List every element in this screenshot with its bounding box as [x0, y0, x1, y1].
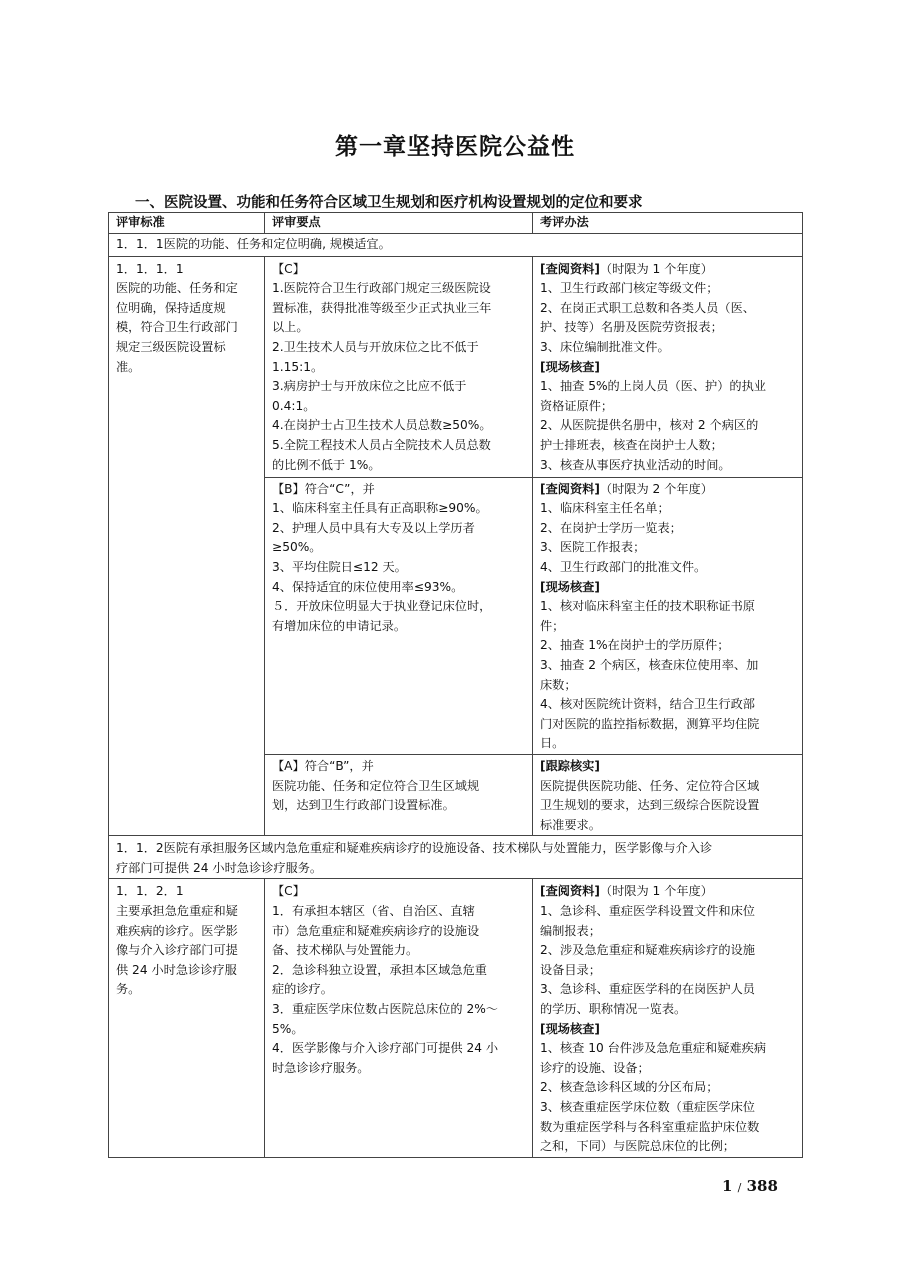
text-line: 资格证原件； — [540, 398, 614, 413]
text-line: 2、涉及急危重症和疑难疾病诊疗的设施 — [540, 943, 755, 958]
text-line: 的学历、职称情况一览表。 — [540, 1002, 687, 1017]
text-line: 1．有承担本辖区（省、自治区、直辖 — [272, 904, 475, 919]
text-line: 医院提供医院功能、任务、定位符合区域 — [540, 778, 760, 793]
text-line: 【B】符合“C”，并 — [272, 481, 375, 496]
header-points: 评审要点 — [265, 213, 533, 234]
method-review-items — [540, 902, 797, 1020]
method-track-heading: [跟踪核实] — [540, 758, 600, 773]
methods-cell-c — [533, 879, 803, 1157]
text-line: 主要承担急危重症和疑 — [116, 904, 238, 919]
text-line: 3.病房护士与开放床位之比应不低于 — [272, 379, 467, 394]
text-line: 医院的功能、任务和定 — [116, 281, 238, 296]
text-line: 2.卫生技术人员与开放床位之比不低于 — [272, 339, 479, 354]
text-line: 供 24 小时急诊诊疗服 — [116, 962, 237, 977]
text-line: 2、核查急诊科区域的分区布局； — [540, 1080, 719, 1095]
text-line: 3、平均住院日≤12 天。 — [272, 559, 407, 574]
text-line: 1.医院符合卫生行政部门规定三级医院设 — [272, 281, 491, 296]
text-line: 日。 — [540, 736, 565, 751]
group-heading-row — [109, 836, 803, 879]
text-line: 1、核对临床科室主任的技术职称证书原 — [540, 599, 755, 614]
text-line: 市）急危重症和疑难疾病诊疗的设施设 — [272, 923, 480, 938]
text-line: 4.在岗护士占卫生技术人员总数≥50%。 — [272, 418, 492, 433]
text-line: 1．1．2医院有承担服务区域内急危重症和疑难疾病诊疗的设施设备、技术梯队与处置能力，医学影像与介入诊 — [116, 841, 713, 856]
method-review-heading: [查阅资料]（时限为 2 个年度） — [540, 481, 713, 496]
method-track-items — [540, 777, 797, 836]
text-line: 件； — [540, 618, 565, 633]
method-review-heading: [查阅资料]（时限为 1 个年度） — [540, 261, 713, 276]
method-review-items — [540, 499, 797, 577]
text-line: 备、技术梯队与处置能力。 — [272, 943, 419, 958]
points-text — [272, 480, 527, 637]
evaluation-table — [108, 212, 803, 1158]
method-check-heading: [现场核查] — [540, 359, 600, 374]
text-line: 3、床位编制批准文件。 — [540, 339, 670, 354]
text-line: 1．1．1．1 — [116, 261, 184, 276]
methods-cell-c — [533, 256, 803, 477]
points-text — [272, 757, 527, 816]
text-line: 有增加床位的申请记录。 — [272, 618, 407, 633]
method-check-heading: [现场核查] — [540, 579, 600, 594]
points-cell-c — [265, 256, 533, 477]
text-line: 准。 — [116, 359, 141, 374]
text-line: 【C】 — [272, 261, 305, 276]
points-cell-c — [265, 879, 533, 1157]
text-line: ≥50%。 — [272, 540, 322, 555]
method-review-heading: [查阅资料]（时限为 1 个年度） — [540, 884, 713, 899]
text-line: 1．1．2．1 — [116, 884, 184, 899]
text-line: 护、技等）名册及医院劳资报表； — [540, 320, 723, 335]
text-line: 0.4:1。 — [272, 398, 316, 413]
text-line: 像与介入诊疗部门可提 — [116, 943, 238, 958]
text-line: 4．医学影像与介入诊疗部门可提供 24 小 — [272, 1041, 499, 1056]
text-line: 设备目录； — [540, 962, 601, 977]
text-line: 4、保持适宜的床位使用率≤93%。 — [272, 579, 464, 594]
text-line: 1、核查 10 台件涉及急危重症和疑难疾病 — [540, 1041, 767, 1056]
method-check-items — [540, 377, 797, 475]
standard-cell — [109, 879, 265, 1157]
points-text — [272, 882, 527, 1078]
points-text — [272, 260, 527, 476]
text-line: ５．开放床位明显大于执业登记床位时， — [272, 599, 492, 614]
text-line: 1、急诊科、重症医学科设置文件和床位 — [540, 904, 755, 919]
text-line: 的比例不低于 1%。 — [272, 457, 381, 472]
text-line: 规定三级医院设置标 — [116, 339, 226, 354]
text-line: 数为重症医学科与各科室重症监护床位数 — [540, 1119, 760, 1134]
group-heading: 1．1．1医院的功能、任务和定位明确, 规模适宜。 — [109, 233, 803, 256]
standard-text — [116, 882, 259, 1000]
points-cell-b — [265, 477, 533, 754]
page-title: 第一章坚持医院公益性 — [335, 134, 575, 160]
table-header-row — [109, 213, 803, 234]
text-line: 诊疗的设施、设备； — [540, 1060, 650, 1075]
standard-text — [116, 260, 259, 378]
text-line: 【A】符合“B”，并 — [272, 758, 374, 773]
method-check-heading: [现场核查] — [540, 1021, 600, 1036]
text-line: 门对医院的监控指标数据，测算平均住院 — [540, 716, 760, 731]
text-line: 护士排班表，核查在岗护士人数； — [540, 437, 723, 452]
table-row — [109, 256, 803, 477]
text-line: 务。 — [116, 982, 141, 997]
text-line: 2、在岗正式职工总数和各类人员（医、 — [540, 300, 755, 315]
text-line: 位明确，保持适度规 — [116, 300, 226, 315]
text-line: 2、从医院提供名册中，核对 2 个病区的 — [540, 418, 759, 433]
text-line: 3、核查重症医学床位数（重症医学床位 — [540, 1100, 755, 1114]
method-check-items — [540, 597, 797, 754]
text-line: 【C】 — [272, 884, 305, 899]
text-line: 3、核查从事医疗执业活动的时间。 — [540, 457, 731, 472]
text-line: 模，符合卫生行政部门 — [116, 320, 238, 335]
methods-cell-b — [533, 477, 803, 754]
text-line: 1、抽查 5%的上岗人员（医、护）的执业 — [540, 379, 766, 394]
text-line: 卫生规划的要求，达到三级综合医院设置 — [540, 798, 760, 813]
text-line: 1、临床科室主任名单； — [540, 501, 670, 516]
text-line: 3、抽查 2 个病区，核查床位使用率、加 — [540, 657, 759, 672]
points-cell-a — [265, 754, 533, 835]
text-line: 之和，下同）与医院总床位的比例； — [540, 1139, 735, 1154]
text-line: 3、急诊科、重症医学科的在岗医护人员 — [540, 982, 755, 997]
text-line: 5%。 — [272, 1021, 304, 1036]
text-line: 4、核对医院统计资料，结合卫生行政部 — [540, 697, 755, 712]
method-review-items — [540, 279, 797, 357]
section-heading: 一、医院设置、功能和任务符合区域卫生规划和医疗机构设置规划的定位和要求 — [135, 195, 643, 211]
standard-cell — [109, 256, 265, 836]
text-line: 2．急诊科独立设置，承担本区域急危重 — [272, 962, 487, 977]
text-line: 划，达到卫生行政部门设置标准。 — [272, 798, 455, 813]
group-heading — [109, 836, 803, 879]
header-standard: 评审标准 — [109, 213, 265, 234]
text-line: 标准要求。 — [540, 817, 601, 832]
text-line: 医院功能、任务和定位符合卫生区域规 — [272, 778, 480, 793]
text-line: 编制报表； — [540, 923, 601, 938]
text-line: 床数； — [540, 677, 577, 692]
text-line: 1、临床科室主任具有正高职称≥90%。 — [272, 501, 488, 516]
text-line: 难疾病的诊疗。医学影 — [116, 923, 238, 938]
text-line: 3、医院工作报表； — [540, 540, 646, 555]
text-line: 2、在岗护士学历一览表； — [540, 520, 682, 535]
header-methods: 考评办法 — [533, 213, 803, 234]
table-row — [109, 879, 803, 1157]
text-line: 置标准，获得批准等级至少正式执业三年 — [272, 300, 492, 315]
group-heading-row — [109, 233, 803, 256]
text-line: 2、护理人员中具有大专及以上学历者 — [272, 520, 475, 535]
text-line: 1.15:1。 — [272, 359, 324, 374]
text-line: 1、卫生行政部门核定等级文件； — [540, 281, 719, 296]
text-line: 时急诊诊疗服务。 — [272, 1060, 370, 1075]
text-line: 2、抽查 1%在岗护士的学历原件； — [540, 638, 730, 653]
text-line: 4、卫生行政部门的批准文件。 — [540, 559, 707, 574]
text-line: 5.全院工程技术人员占全院技术人员总数 — [272, 437, 491, 452]
text-line: 疗部门可提供 24 小时急诊诊疗服务。 — [116, 860, 323, 875]
text-line: 以上。 — [272, 320, 309, 335]
page-number: 1 / 388 — [722, 1177, 778, 1195]
text-line: 3．重症医学床位数占医院总床位的 2%～ — [272, 1002, 498, 1017]
methods-cell-a — [533, 754, 803, 835]
method-check-items — [540, 1039, 797, 1157]
text-line: 症的诊疗。 — [272, 982, 333, 997]
